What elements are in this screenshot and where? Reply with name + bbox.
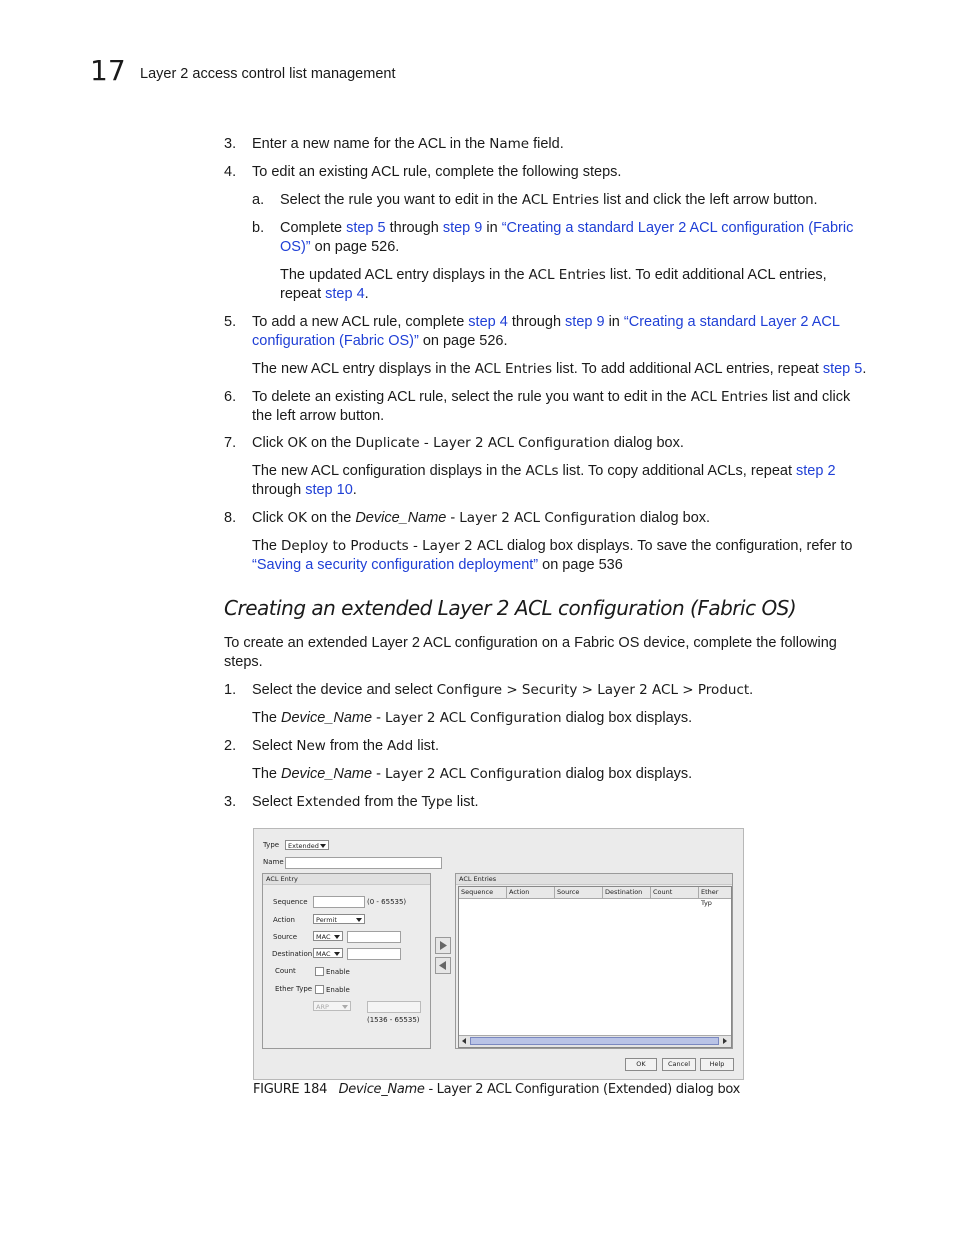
ethertype-input[interactable] [367, 1001, 421, 1013]
remove-entry-button[interactable] [435, 957, 451, 974]
acl-entry-group [262, 873, 431, 1049]
link-step-4[interactable]: step 4 [468, 314, 508, 330]
chapter-number: 17 [90, 54, 126, 87]
count-enable-label: Enable [326, 968, 350, 976]
acl-entries-title: ACL Entries [456, 874, 732, 885]
column-header[interactable]: Destination [603, 887, 651, 898]
chevron-down-icon [356, 918, 362, 922]
destination-label: Destination [272, 950, 313, 958]
acl-config-dialog [253, 828, 744, 1080]
running-title: Layer 2 access control list management [140, 66, 396, 82]
horizontal-scrollbar[interactable] [459, 1035, 731, 1047]
step-number: 1. [224, 682, 237, 698]
acl-entry-title: ACL Entry [263, 874, 430, 885]
sec-step-1-note: The Device_Name - Layer 2 ACL Configuration dialog box displays. [252, 710, 693, 726]
link-step-9[interactable]: step 9 [442, 220, 483, 236]
destination-select[interactable]: MAC [313, 948, 343, 958]
sequence-label: Sequence [273, 898, 308, 906]
cancel-button[interactable]: Cancel [662, 1058, 696, 1071]
section-heading: Creating an extended Layer 2 ACL configuration (Fabric OS) [224, 596, 797, 620]
column-header[interactable]: Sequence [459, 887, 507, 898]
link-step-4[interactable]: step 4 [325, 286, 365, 302]
scrollbar-thumb[interactable] [470, 1037, 719, 1045]
type-select[interactable]: Extended [285, 840, 329, 850]
table-header [459, 887, 731, 907]
chevron-down-icon [320, 844, 326, 848]
bold-term: Name [489, 136, 530, 152]
step-number: 4. [224, 164, 237, 180]
step-number: 2. [224, 738, 237, 754]
scroll-left-icon[interactable] [460, 1037, 468, 1045]
scroll-right-icon[interactable] [721, 1037, 729, 1045]
ethertype-enable-label: Enable [326, 986, 350, 994]
link-standard-acl[interactable]: “Creating a standard Layer 2 ACL [623, 314, 840, 330]
count-label: Count [275, 967, 296, 975]
chevron-down-icon [334, 935, 340, 939]
destination-input[interactable] [347, 948, 401, 960]
acl-entries-group [455, 873, 733, 1049]
count-checkbox[interactable] [315, 967, 324, 976]
arrow-right-icon [436, 938, 450, 953]
step-number: 5. [224, 314, 237, 330]
action-label: Action [273, 916, 295, 924]
link-step-9[interactable]: step 9 [565, 314, 605, 330]
step-number: 3. [224, 794, 237, 810]
link-step-5[interactable]: step 5 [822, 361, 863, 377]
column-header[interactable]: Action [507, 887, 555, 898]
column-header[interactable]: Ether Typ [699, 887, 731, 898]
name-label: Name [263, 858, 284, 866]
add-entry-button[interactable] [435, 937, 451, 954]
sequence-input[interactable] [313, 896, 365, 908]
arrow-left-icon [436, 958, 450, 973]
link-step-2[interactable]: step 2 [796, 463, 836, 479]
link-standard-acl-cont[interactable]: OS)” [280, 239, 311, 255]
ethertype-range: (1536 - 65535) [367, 1016, 420, 1024]
link-standard-acl-cont[interactable]: configuration (Fabric OS)” [252, 333, 419, 349]
ethertype-checkbox[interactable] [315, 985, 324, 994]
ethertype-label: Ether Type [275, 985, 313, 993]
step-number: 3. [224, 136, 237, 152]
step-number: 7. [224, 435, 237, 451]
sec-step-2-note: The Device_Name - Layer 2 ACL Configuration dialog box displays. [252, 766, 693, 782]
chevron-down-icon [334, 952, 340, 956]
step-letter: b. [252, 220, 265, 236]
link-standard-acl[interactable]: “Creating a standard Layer 2 ACL configuration (Fabric [501, 220, 854, 236]
ethertype-select[interactable]: ARP [313, 1001, 351, 1011]
name-input[interactable] [285, 857, 442, 869]
figure-label: FIGURE 184 [253, 1082, 328, 1097]
step-number: 6. [224, 389, 237, 405]
chevron-down-icon [342, 1005, 348, 1009]
type-label: Type [263, 841, 280, 849]
link-saving-deployment[interactable]: “Saving a security configuration deployment” [252, 557, 539, 573]
column-header[interactable]: Count [651, 887, 699, 898]
ok-button[interactable]: OK [625, 1058, 657, 1071]
link-step-10[interactable]: step 10 [305, 482, 353, 498]
step-letter: a. [252, 192, 265, 208]
source-label: Source [273, 933, 298, 941]
step-number: 8. [224, 510, 237, 526]
action-select[interactable]: Permit [313, 914, 365, 924]
help-button[interactable]: Help [700, 1058, 734, 1071]
section-intro: To create an extended Layer 2 ACL configuration on a Fabric OS device, complete the following steps. [224, 635, 837, 670]
figure-caption: FIGURE 184 Device_Name - Layer 2 ACL Configuration (Extended) dialog box [253, 1082, 741, 1097]
sequence-range: (0 - 65535) [367, 898, 407, 906]
source-input[interactable] [347, 931, 401, 943]
acl-entries-table[interactable] [458, 886, 732, 1048]
source-select[interactable]: MAC [313, 931, 343, 941]
link-step-5[interactable]: step 5 [346, 220, 386, 236]
column-header[interactable]: Source [555, 887, 603, 898]
